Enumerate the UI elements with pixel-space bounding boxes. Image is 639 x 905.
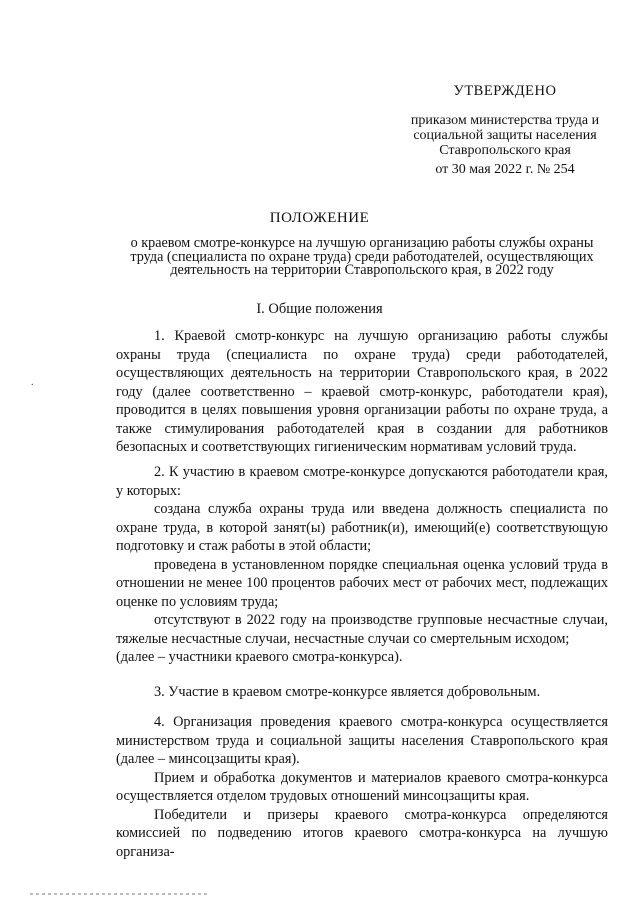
paragraph-text: 4. Организация проведения краевого смотра-конкурса осуществляется министерством труда и социальной защиты населения Ставропольского края (далее – минсоцзащиты края). xyxy=(116,714,608,767)
paragraph-2 xyxy=(116,463,608,667)
paragraph-text: проведена в установленном порядке специальная оценка условий труда в отношении не менее 100 процентов рабочих мест от рабочих мест, подлежащих оценке по условиям труда; xyxy=(116,556,608,610)
paragraph-text: Прием и обработка документов и материалов краевого смотра-конкурса осуществляется отделом трудовых отношений минсоцзащиты края. xyxy=(116,769,608,804)
paragraph-text: 3. Участие в краевом смотре-конкурсе является добровольным. xyxy=(154,684,541,700)
paragraph-text: создана служба охраны труда или введена должность специалиста по охране труда, в которой занят(ы) работник(и), имеющий(е) соответствующую подготовку и стаж работы в этой области; xyxy=(116,501,608,554)
approval-title: УТВЕРЖДЕНО xyxy=(453,83,557,99)
paragraph-text: отсутствуют в 2022 году на производстве групповые несчастные случаи, тяжелые несчастные случаи, несчастные случаи со смертельным исходом; xyxy=(116,612,608,647)
subtitle-line: о краевом смотре-конкурсе на лучшую организацию работы службы охраны xyxy=(130,235,594,251)
paragraph-text: 1. Краевой смотр-конкурс на лучшую организацию работы службы охраны труда (специалиста по охране труда) среди работодателей, осуществляющих деятельность на территории Ставропольского края, в 2022 году (далее соответственно – краевой смотр-конкурс, работодатели края), проводится в целях повышения уровня организации работы по охране труда, а также стимулирования работодателей края в создании для работников безопасных и соответствующих гигиеническим нормативам условий труда. xyxy=(116,328,608,455)
subtitle-line: труда (специалиста по охране труда) среди работодателей, осуществляющих xyxy=(130,248,594,265)
paragraph-3 xyxy=(116,683,608,702)
document-title: ПОЛОЖЕНИЕ xyxy=(269,210,370,226)
document-subtitle xyxy=(116,237,608,278)
section-heading: I. Общие положения xyxy=(256,301,383,317)
approval-line: Ставропольского края xyxy=(439,143,571,158)
paragraph-text: 2. К участию в краевом смотре-конкурсе допускаются работодатели края, у которых: xyxy=(116,464,608,499)
scan-footer-noise xyxy=(30,893,210,895)
approval-line: приказом министерства труда и xyxy=(410,113,600,128)
paragraph-text: (далее – участники краевого смотра-конкурса). xyxy=(116,649,403,665)
stray-mark: . xyxy=(31,377,34,388)
paragraph-4 xyxy=(116,713,608,861)
paragraph-text: Победители и призеры краевого смотра-конкурса определяются комиссией по подведению итогов краевого смотра-конкурса на лучшую организа- xyxy=(116,806,608,860)
approval-line: социальной защиты населения xyxy=(413,128,597,143)
subtitle-line: деятельность на территории Ставропольского края, в 2022 году xyxy=(170,262,554,278)
approval-block xyxy=(400,113,610,158)
paragraph-1 xyxy=(116,327,608,457)
approval-date: от 30 мая 2022 г. № 254 xyxy=(435,162,575,177)
